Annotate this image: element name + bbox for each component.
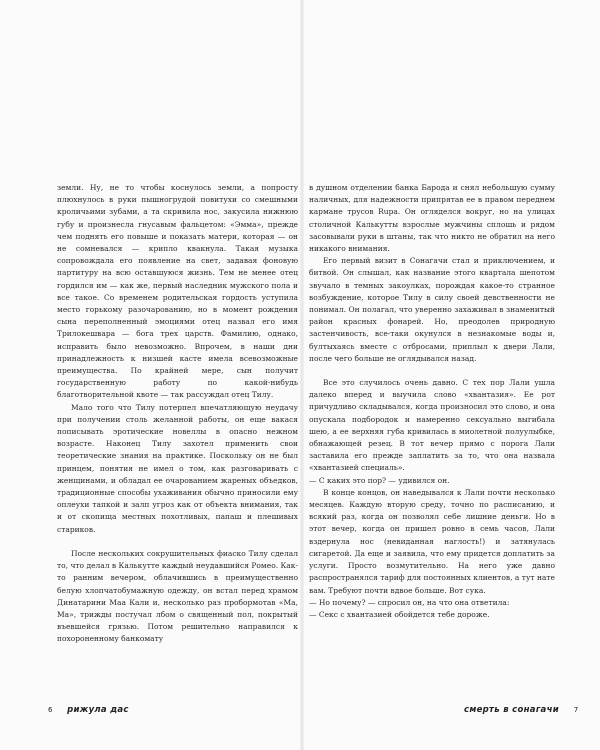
book-gutter	[300, 0, 304, 750]
paragraph: Его первый визит в Сонагачи стал и приключением, и битвой. Он слышал, как название этого квартала шепотом звучало в темных закоулках, порождая какое-то странное возбуждение, которое Тилу в силу своей девственности не понимал. Он полагал, что уверенно захаживал в знаменитый район красных фонарей. Но, преодолев природную застенчивость, все-таки окунулся в незнакомые воды и, бултыхаясь вместе с отбросами, приплыл к двери Лали, после чего больше не оглядывался назад.	[309, 256, 555, 363]
right-running-footer: смерть в сонагачи	[464, 705, 559, 715]
paragraph: в душном отделении банка Барода и снял небольшую сумму наличных, для надежности припрятав ее в правом переднем кармане трусов Rupa. Он огляделся вокруг, но на улицах столичной Калькутты взрослые мужчины сплошь и рядом засовывали руки в штаны, так что никто не обратил на него никакого внимания.	[309, 183, 555, 254]
right-page-footer	[464, 705, 578, 715]
paragraph: — Но почему? — спросил он, на что она ответила:	[309, 597, 510, 607]
left-page-footer	[48, 705, 129, 715]
paragraph: Все это случилось очень давно. С тех пор Лали ушла далеко вперед и выучила слово «хвантазия». Ее рот причудливо складывался, когда произносил это слово, и она опускала подбородок и намеренно сексуально выгибала шею, а ее верхняя губа кривилась в миолетной полуулыбке, обнажающей резец. В тот вечер прямо с порога Лали заставила его прежде заплатить за то, что она назвала «хвантазией специаль».	[309, 378, 555, 473]
right-page-number: 7	[573, 706, 579, 714]
paragraph: — С каких это пор? — удивился он.	[309, 475, 450, 485]
left-running-footer: рижула дас	[67, 705, 129, 715]
paragraph: — Секс с хвантазией обойдется тебе дороже.	[309, 609, 490, 619]
paragraph: После нескольких сокрушительных фиаско Тилу сделал то, что делал в Калькутте каждый неудавшийся Ромео. Как-то ранним вечером, облачившись в преимущественно белую хлопчатобумажную одежду, он встал перед храмом Динатарини Маа Кали и, несколько раз пробормотав «Ма, Ма», трижды постучал лбом о священный пол, покрытый въевшейся грязью. Потом решительно направился к похороненному банкомату	[57, 548, 298, 644]
paragraph: земли. Ну, не то чтобы коснулось земли, а попросту плюхнулось в руки пышногрудой повитухи со смешными кроличьими зубами, а та скривила нос, закусила нижнюю губу и произнесла гнусавым фальцетом: «Эмма», прежде чем поднять его повыше и показать матери, которая — он не сомневался — крипло квакнула. Такая музыка сопровождала его появление на свет, задавая фоновую партитуру на всю оставшуюся жизнь. Тем не менее отец гордился им — как же, первый наследник мужского пола и все такое. Со временем родительская гордость уступила место горькому разочарованию, но в момент рождения сына переполненный эмоциями отец назвал его имя Трилокешвара — бога трех царств. Фамилию, однако, исправить было невозможно. Впрочем, в наши дни принадлежность к низшей касте имела всевозможные преимущества. По крайней мере, сын получит государственную работу по какой-нибудь благотворительной квоте — так рассуждал отец Тилу.	[57, 183, 298, 400]
right-page-text	[309, 182, 555, 621]
paragraph: Мало того что Тилу потерпел впечатляющую неудачу при получении столь желанной работы, он еще вакася пописывать эротические новеллы в опасно нежном возрасте. Наконец Тилу захотел применить свои теоретические знания на практике. Поскольку он не был принцем, понятия не имел о том, как разговаривать с женщинами, и обладал ее очарованием жареных объедков, традиционные способы ухаживания обычно приносили ему оплеухи тапкой и залп угроз как от объекта внимания, так и от скопища местных похотливых, папаш и плешивых стариков.	[57, 402, 298, 534]
left-page-text	[57, 182, 298, 646]
paragraph: В конце концов, он наведывался к Лали почти несколько месяцев. Каждую вторую среду, точно по расписанию, и всякий раз, когда он позволял себе лишние деньги. Но в этот вечер, когда он пришел ровно в семь часов, Лали вздернула нос (невиданная наглость!) и затянулась сигаретой. Да еще и заявила, что ему придется доплатить за услуги. Просто возмутительно. На него уже давно распространялся тариф для постоянных клиентов, а тут нате вам. Требуют почти вдвое больше. Вот сука.	[309, 487, 555, 595]
left-page-number: 6	[48, 706, 53, 714]
